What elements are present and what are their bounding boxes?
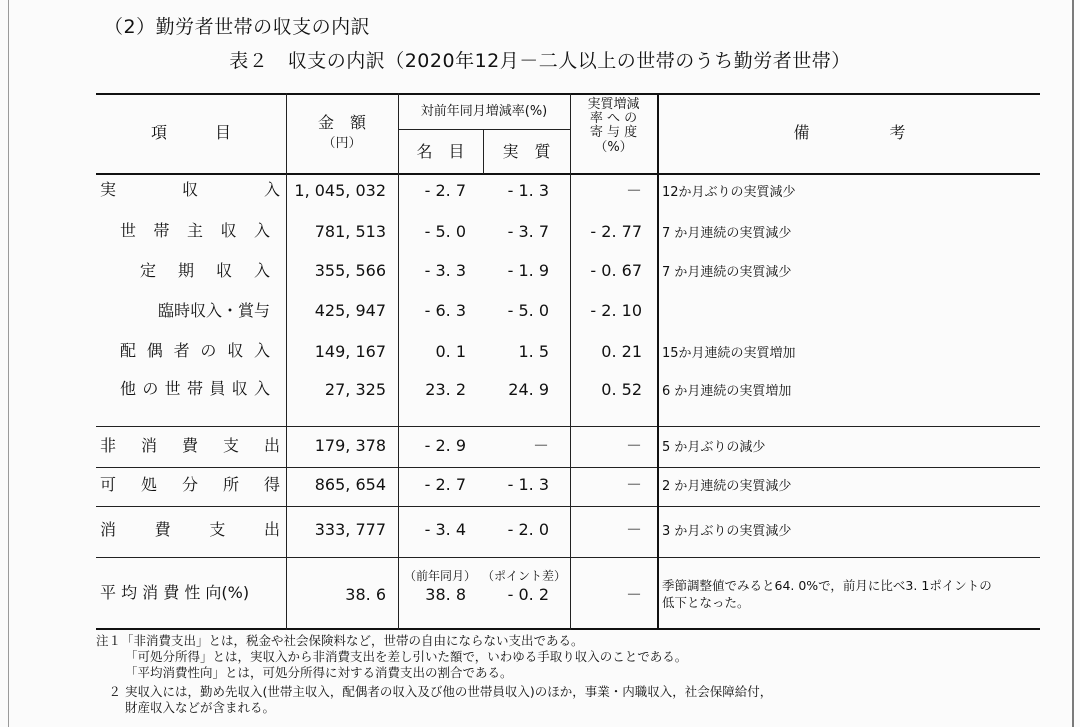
row-remark: 7 か月連続の実質減少	[662, 265, 792, 280]
propensity-remark-line1: 季節調整値でみると64. 0%で，前月に比べ3. 1ポイントの	[662, 578, 992, 593]
header-yoy: 対前年同月増減率(%)	[420, 104, 548, 119]
footnote-line: 財産収入などが含まれる。	[96, 700, 275, 715]
row-label: 配 偶 者 の 収 入	[120, 341, 270, 360]
section-rule-3	[96, 506, 1040, 507]
row-label: 消 費 支 出	[100, 520, 280, 539]
row-contribution: - 0. 67	[590, 261, 642, 280]
table-caption: 表２ 収支の内訳（2020年12月－二人以上の世帯のうち勤労者世帯）	[229, 50, 851, 72]
section-rule-1	[96, 426, 1040, 427]
table-top-rule	[96, 93, 1040, 95]
row-contribution: －	[625, 436, 642, 455]
row-label: 非 消 費 支 出	[100, 436, 280, 455]
header-item: 項 目	[150, 123, 231, 142]
row-amount: 865, 654	[314, 475, 386, 494]
row-label: 他 の 世 帯 員 収 入	[120, 379, 270, 398]
header-contribution-2: 率 へ の	[589, 111, 638, 126]
header-contribution-3: 寄 与 度	[589, 125, 638, 140]
row-nominal: - 5. 0	[424, 222, 466, 241]
income-expenditure-table	[96, 93, 1040, 630]
row-real: - 1. 3	[507, 181, 549, 200]
propensity-remark-line2: 低下となった。	[662, 595, 750, 610]
row-remark: 3 か月ぶりの実質減少	[662, 524, 792, 539]
header-contribution-4: （%）	[594, 140, 633, 155]
row-contribution: －	[625, 181, 642, 200]
row-amount: 333, 777	[314, 520, 386, 539]
row-remark: 6 か月連続の実質増加	[662, 384, 792, 399]
row-real: - 1. 3	[507, 475, 549, 494]
row-label: 可 処 分 所 得	[100, 475, 280, 494]
table-bottom-rule	[96, 628, 1040, 630]
row-real: - 2. 0	[507, 520, 549, 539]
row-contribution: 0. 52	[601, 380, 642, 399]
row-remark: 15か月連続の実質増加	[662, 346, 796, 361]
row-remark: 5 か月ぶりの減少	[662, 440, 766, 455]
row-contribution: －	[625, 475, 642, 494]
header-nominal: 名 目	[416, 142, 465, 161]
row-nominal: - 3. 3	[424, 261, 466, 280]
row-amount: 781, 513	[314, 222, 386, 241]
row-remark: 2 か月連続の実質減少	[662, 479, 792, 494]
propensity-label: 平 均 消 費 性 向(%)	[100, 583, 250, 602]
row-label: 臨時収入・賞与	[157, 301, 270, 320]
header-amount: 金 額	[317, 113, 366, 132]
row-contribution: 0. 21	[601, 342, 642, 361]
row-label: 世 帯 主 収 入	[120, 221, 270, 240]
row-real: - 5. 0	[507, 301, 549, 320]
footnote-line: ２ 実収入には，勤め先収入(世帯主収入，配偶者の収入及び他の世帯員収入)のほか，事業・内職収入，社会保障給付，	[96, 684, 773, 699]
row-remark: 12か月ぶりの実質減少	[662, 185, 796, 200]
col-rule-contribution	[657, 93, 659, 630]
row-amount: 179, 378	[314, 436, 386, 455]
header-contribution-1: 実質増減	[587, 97, 640, 112]
propensity-amount: 38. 6	[345, 585, 386, 604]
propensity-contribution: －	[625, 585, 642, 604]
row-amount: 355, 566	[314, 261, 386, 280]
row-real: 24. 9	[508, 380, 549, 399]
row-nominal: - 2. 9	[424, 436, 466, 455]
row-real: －	[532, 436, 549, 455]
row-real: 1. 5	[518, 342, 549, 361]
row-contribution: －	[625, 520, 642, 539]
row-amount: 27, 325	[324, 380, 386, 399]
page-border-right	[1072, 0, 1074, 727]
header-bottom-rule	[96, 173, 1040, 175]
footnote-line: 「可処分所得」とは，実収入から非消費支出を差し引いた額で，いわゆる手取り収入のことである。	[96, 649, 688, 664]
row-amount: 1, 045, 032	[294, 181, 386, 200]
row-amount: 149, 167	[314, 342, 386, 361]
row-nominal: - 6. 3	[424, 301, 466, 320]
row-real: - 3. 7	[507, 222, 549, 241]
row-contribution: - 2. 10	[590, 301, 642, 320]
row-label: 定 期 収 入	[140, 261, 270, 280]
footnote-line: 「平均消費性向」とは，可処分所得に対する消費支出の割合である。	[96, 665, 513, 680]
row-label: 実 収 入	[100, 180, 280, 199]
row-nominal: - 2. 7	[424, 475, 466, 494]
propensity-real-note: （ポイント差）	[481, 569, 566, 583]
row-real: - 1. 9	[507, 261, 549, 280]
header-amount-unit: （円）	[322, 136, 362, 151]
propensity-nominal: 38. 8	[425, 585, 466, 604]
section-title: （2）勤労者世帯の収支の内訳	[104, 16, 371, 38]
page-border-left	[8, 0, 9, 727]
row-contribution: - 2. 77	[590, 222, 642, 241]
section-rule-2	[96, 467, 1040, 468]
row-nominal: 23. 2	[425, 380, 466, 399]
row-nominal: 0. 1	[435, 342, 466, 361]
header-real: 実 質	[502, 142, 551, 161]
row-nominal: - 2. 7	[424, 181, 466, 200]
row-remark: 7 か月連続の実質減少	[662, 226, 792, 241]
header-remarks: 備 考	[793, 123, 906, 142]
propensity-nominal-note: （前年同月）	[403, 569, 476, 583]
row-nominal: - 3. 4	[424, 520, 466, 539]
row-amount: 425, 947	[314, 301, 386, 320]
section-rule-4	[96, 557, 1040, 558]
footnote-line: 注１「非消費支出」とは，税金や社会保険料など，世帯の自由にならない支出である。	[96, 633, 584, 648]
propensity-real: - 0. 2	[507, 585, 549, 604]
yoy-header-rule	[398, 129, 570, 130]
